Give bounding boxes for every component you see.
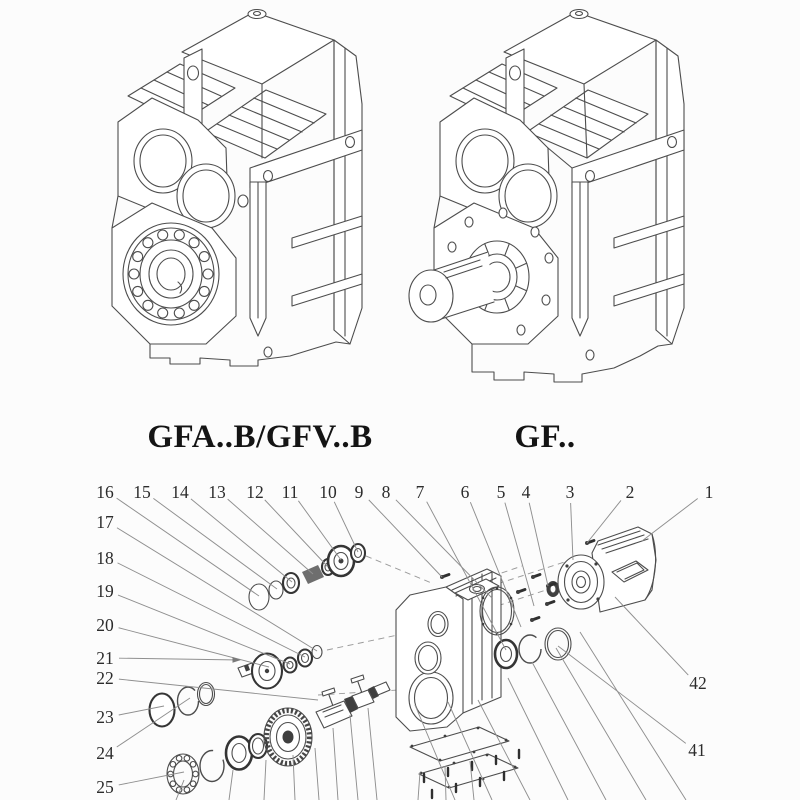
part-number-41: 41 bbox=[688, 740, 706, 760]
part-number-9: 9 bbox=[354, 482, 364, 502]
part-number-11: 11 bbox=[281, 482, 299, 502]
seal-ring-parts bbox=[150, 683, 215, 727]
part-number-21: 21 bbox=[96, 648, 114, 668]
leader-line-42 bbox=[615, 597, 688, 675]
leader-line-10 bbox=[334, 502, 358, 552]
part-number-23: 23 bbox=[96, 707, 114, 727]
leader-line-18 bbox=[118, 563, 305, 657]
leader-line-12 bbox=[265, 500, 328, 567]
leader-line-22 bbox=[119, 679, 318, 700]
leader-line-3 bbox=[571, 503, 573, 560]
part-number-7: 7 bbox=[415, 482, 425, 502]
part-number-22: 22 bbox=[96, 668, 114, 688]
second-stage-parts bbox=[238, 646, 322, 689]
output-shaft-parts bbox=[167, 708, 312, 794]
part-number-3: 3 bbox=[565, 482, 575, 502]
part-number-4: 4 bbox=[521, 482, 531, 502]
part-number-20: 20 bbox=[96, 615, 114, 635]
part-number-6: 6 bbox=[460, 482, 470, 502]
part-number-25: 25 bbox=[96, 777, 114, 797]
part-number-42: 42 bbox=[689, 673, 707, 693]
exploded-view bbox=[96, 482, 713, 800]
leader-line-15 bbox=[153, 498, 277, 589]
part-number-1: 1 bbox=[704, 482, 714, 502]
leader-line-16 bbox=[117, 498, 259, 596]
input-shaft-parts bbox=[249, 544, 365, 610]
gearbox-drawing-solid-shaft bbox=[409, 10, 684, 383]
part-number-5: 5 bbox=[496, 482, 506, 502]
part-number-19: 19 bbox=[96, 581, 114, 601]
motor-part bbox=[558, 527, 656, 612]
part-number-2: 2 bbox=[625, 482, 635, 502]
model-label-left: GFA..B/GFV..B bbox=[147, 419, 373, 455]
model-label-right: GF.. bbox=[514, 419, 576, 455]
part-number-17: 17 bbox=[96, 512, 114, 532]
leader-line-11 bbox=[298, 501, 341, 560]
leader-line-41 bbox=[558, 646, 686, 743]
leader-line-8 bbox=[396, 500, 492, 598]
leader-line-20 bbox=[119, 628, 269, 667]
part-number-16: 16 bbox=[96, 482, 114, 502]
part-number-14: 14 bbox=[171, 482, 189, 502]
part-number-18: 18 bbox=[96, 548, 114, 568]
part-number-13: 13 bbox=[208, 482, 226, 502]
part-number-12: 12 bbox=[246, 482, 264, 502]
leader-line-9 bbox=[369, 500, 442, 577]
part-number-8: 8 bbox=[381, 482, 391, 502]
part-number-15: 15 bbox=[133, 482, 151, 502]
leader-line-21 bbox=[119, 658, 240, 660]
leader-line-4 bbox=[529, 503, 548, 586]
part-number-24: 24 bbox=[96, 743, 114, 763]
cover-plate-parts bbox=[410, 727, 519, 798]
part-number-10: 10 bbox=[319, 482, 337, 502]
leader-line-1 bbox=[642, 498, 698, 541]
intermediate-shaft-parts bbox=[316, 675, 390, 728]
gearbox-drawing-hollow-shaft bbox=[112, 10, 362, 367]
